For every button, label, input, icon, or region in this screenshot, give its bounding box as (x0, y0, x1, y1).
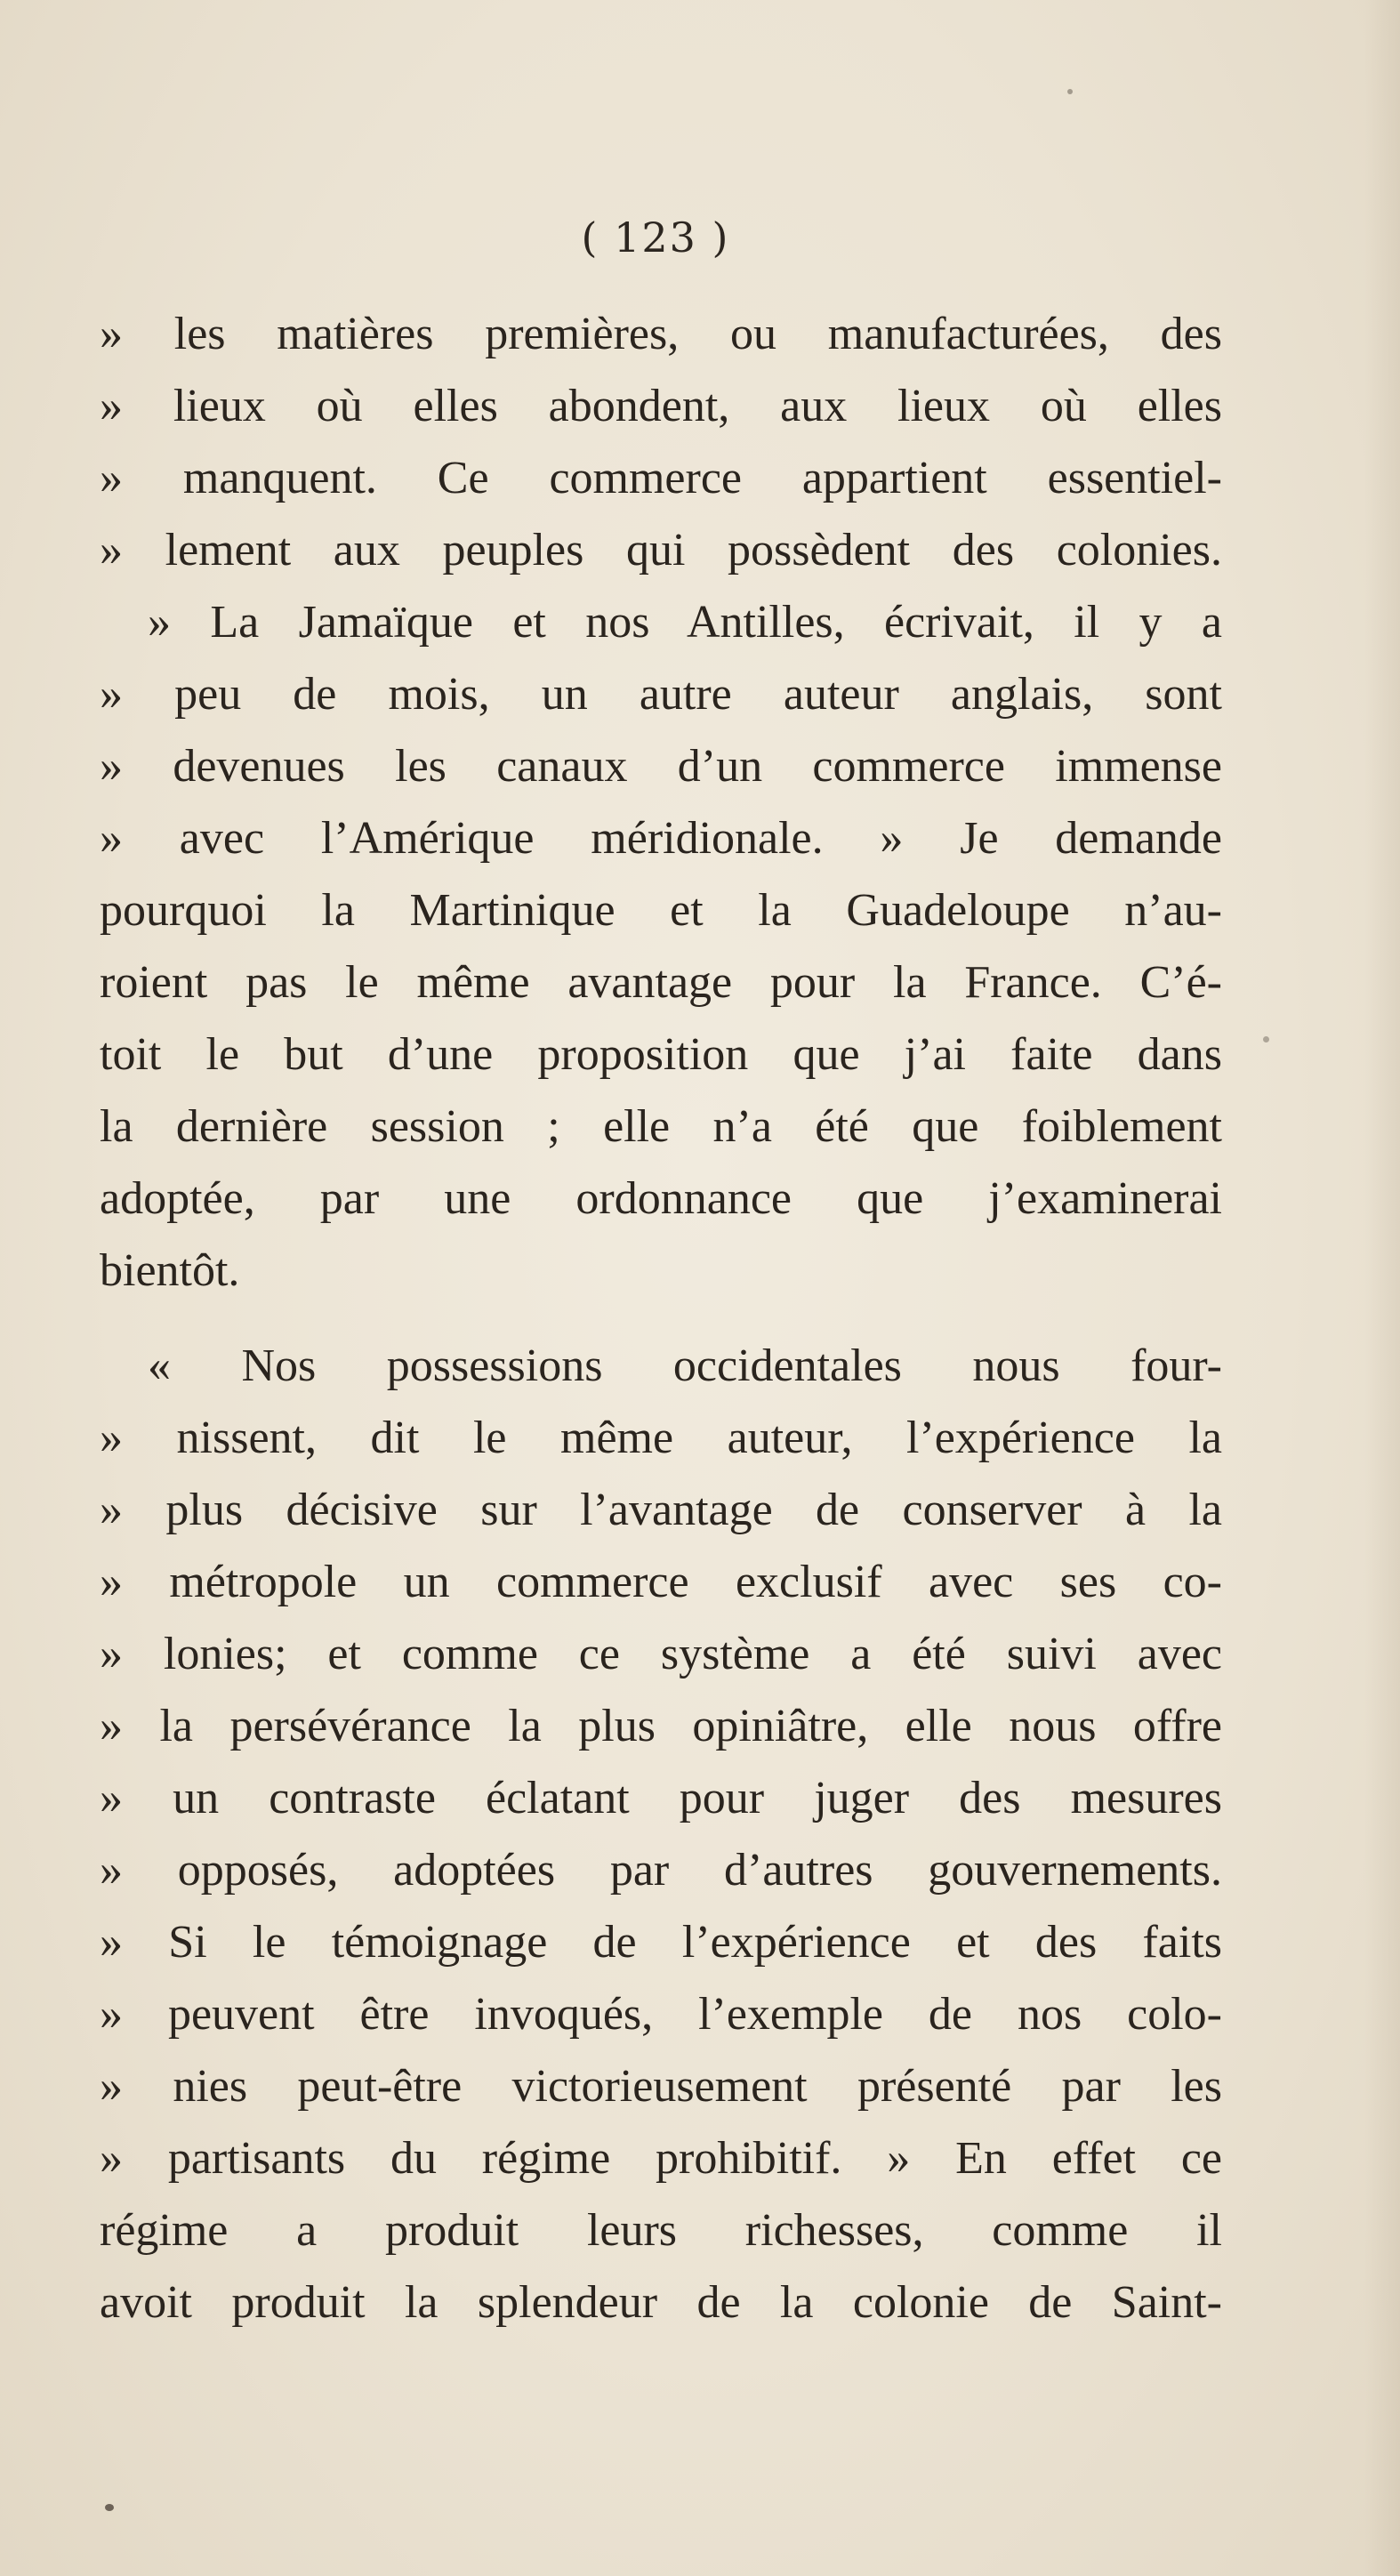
text-line: » opposés, adoptées par d’autres gouvernements. (100, 1845, 1222, 1896)
body-text (100, 298, 1222, 2339)
text-line: » plus décisive sur l’avantage de conserver à la (100, 1485, 1222, 1535)
text-line: régime a produit leurs richesses, comme il (100, 2205, 1222, 2256)
text-line: avoit produit la splendeur de la colonie de Saint- (100, 2277, 1222, 2328)
text-line: » Si le témoignage de l’expérience et des faits (100, 1917, 1222, 1968)
text-line: « Nos possessions occidentales nous four- (148, 1340, 1222, 1391)
text-line: » lieux où elles abondent, aux lieux où elles (100, 381, 1222, 431)
text-line: » avec l’Amérique méridionale. » Je demande (100, 813, 1222, 864)
text-line: bientôt. (100, 1245, 240, 1296)
paper-speck (105, 2504, 114, 2511)
text-line: pourquoi la Martinique et la Guadeloupe n’au- (100, 885, 1222, 936)
text-line: roient pas le même avantage pour la France. C’é- (100, 957, 1222, 1008)
page-number: ( 123 ) (581, 213, 730, 262)
text-line: » nissent, dit le même auteur, l’expérience la (100, 1413, 1222, 1463)
text-line: » partisants du régime prohibitif. » En effet ce (100, 2133, 1222, 2184)
page-edge-shadow (1364, 0, 1400, 2576)
text-line: » manquent. Ce commerce appartient essentiel- (100, 453, 1222, 503)
text-line: » lonies; et comme ce système a été suivi avec (100, 1629, 1222, 1679)
text-line: » La Jamaïque et nos Antilles, écrivait, il y a (148, 597, 1222, 648)
text-line: toit le but d’une proposition que j’ai faite dans (100, 1029, 1222, 1080)
text-line: » peu de mois, un autre auteur anglais, sont (100, 669, 1222, 720)
text-line: » peuvent être invoqués, l’exemple de nos colo- (100, 1989, 1222, 2040)
paragraph-gap (100, 1307, 1222, 1330)
text-line: » les matières premières, ou manufacturées, des (100, 309, 1222, 359)
text-line: » un contraste éclatant pour juger des mesures (100, 1773, 1222, 1823)
paper-speck (1263, 1036, 1269, 1042)
text-line: » la persévérance la plus opiniâtre, elle nous offre (100, 1701, 1222, 1751)
text-line: » devenues les canaux d’un commerce immense (100, 741, 1222, 792)
text-line: adoptée, par une ordonnance que j’examinerai (100, 1173, 1222, 1224)
text-line: la dernière session ; elle n’a été que foiblement (100, 1101, 1222, 1152)
text-line: » métropole un commerce exclusif avec ses co- (100, 1557, 1222, 1607)
text-line: » nies peut-être victorieusement présenté par les (100, 2061, 1222, 2112)
paper-speck (1067, 89, 1073, 94)
text-line: » lement aux peuples qui possèdent des colonies. (100, 525, 1222, 576)
